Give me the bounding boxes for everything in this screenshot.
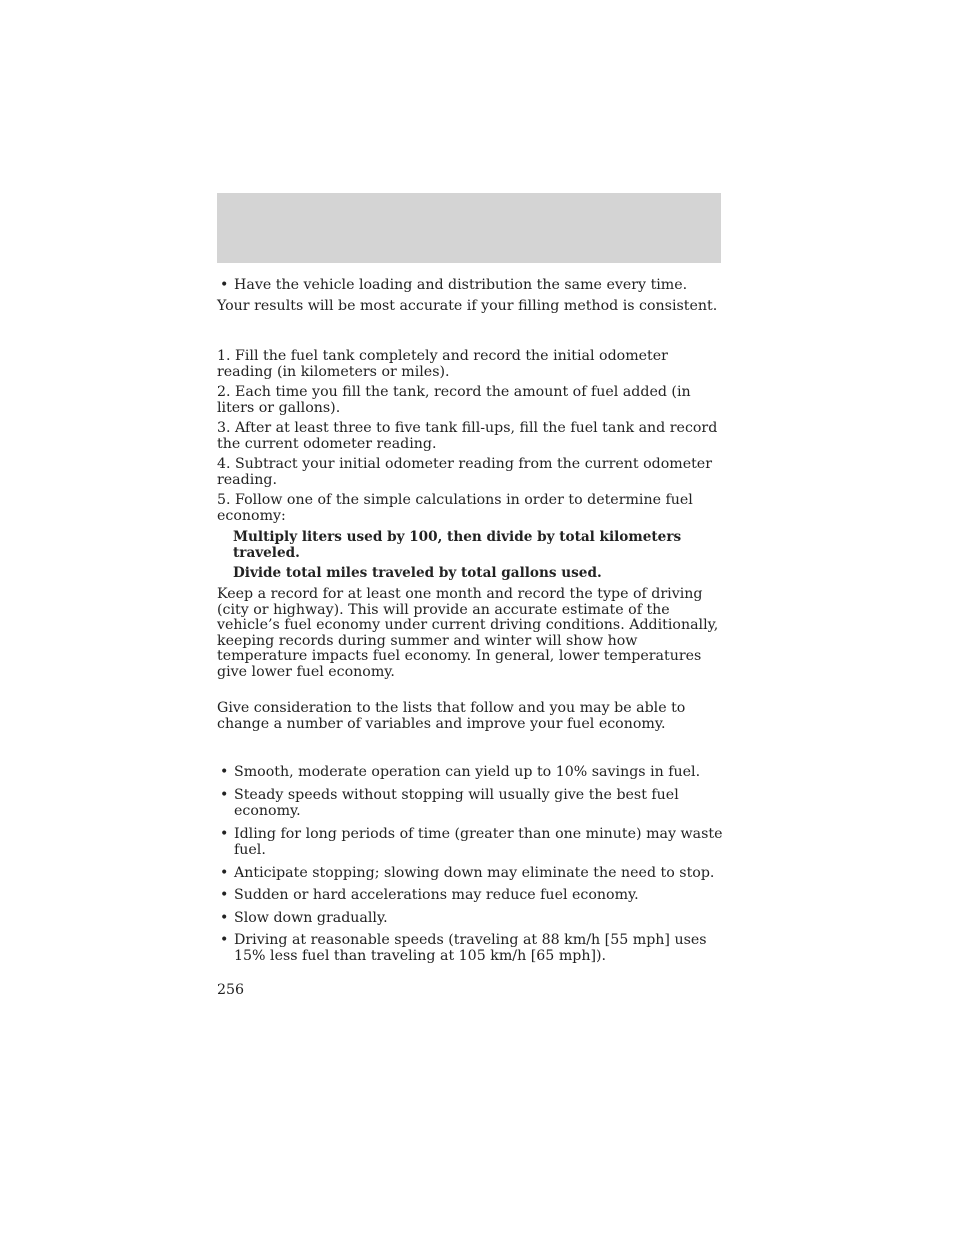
tip-item: • Smooth, moderate operation can yield up to 10% savings in fuel. xyxy=(220,764,701,780)
tip-item: • Sudden or hard accelerations may reduce fuel economy. xyxy=(220,887,639,903)
bullet-dot-icon: • xyxy=(220,764,229,780)
intro-note: Your results will be most accurate if your filling method is consistent. xyxy=(217,298,718,314)
bullet-dot-icon: • xyxy=(220,887,229,903)
tip-item: • Steady speeds without stopping will usually give the best fuel economy. xyxy=(220,787,679,819)
bullet-dot-icon: • xyxy=(220,865,229,881)
tip-item: • Slow down gradually. xyxy=(220,910,388,926)
bullet-dot-icon: • xyxy=(220,787,229,803)
step-5: 5. Follow one of the simple calculations in order to determine fuel economy: xyxy=(217,492,693,524)
formula-metric: Multiply liters used by 100, then divide by total kilometers traveled. xyxy=(233,529,682,561)
step-4: 4. Subtract your initial odometer reading from the current odometer reading. xyxy=(217,456,712,488)
bullet-dot-icon: • xyxy=(220,932,229,948)
bullet-dot-icon: • xyxy=(220,826,229,842)
step-2: 2. Each time you fill the tank, record the amount of fuel added (in liters or gallons). xyxy=(217,384,691,416)
section-header-band xyxy=(217,193,721,263)
consideration-paragraph: Give consideration to the lists that follow and you may be able to change a number of variables and improve your fuel economy. xyxy=(217,700,686,732)
intro-bullet: • Have the vehicle loading and distribution the same every time. xyxy=(220,277,688,293)
bullet-dot-icon: • xyxy=(220,910,229,926)
bullet-dot-icon: • xyxy=(220,277,229,293)
tip-item: • Driving at reasonable speeds (traveling at 88 km/h [55 mph] uses 15% less fuel than traveling at 105 km/h [65 mph]). xyxy=(220,932,707,964)
formula-imperial: Divide total miles traveled by total gallons used. xyxy=(233,565,602,581)
step-3: 3. After at least three to five tank fill-ups, fill the fuel tank and record the current odometer reading. xyxy=(217,420,718,452)
tip-item: • Idling for long periods of time (greater than one minute) may waste fuel. xyxy=(220,826,723,858)
step-1: 1. Fill the fuel tank completely and record the initial odometer reading (in kilometers or miles). xyxy=(217,348,668,380)
tip-item: • Anticipate stopping; slowing down may eliminate the need to stop. xyxy=(220,865,715,881)
record-paragraph: Keep a record for at least one month and record the type of driving (city or highway). This will provide an accurate estimate of the vehicle’s fuel economy under current driving conditions. Additionally, keeping records during summer and winter will show how temperature impacts fuel economy. In general, lower temperatures give lower fuel economy. xyxy=(217,586,719,680)
page-number: 256 xyxy=(217,982,245,998)
